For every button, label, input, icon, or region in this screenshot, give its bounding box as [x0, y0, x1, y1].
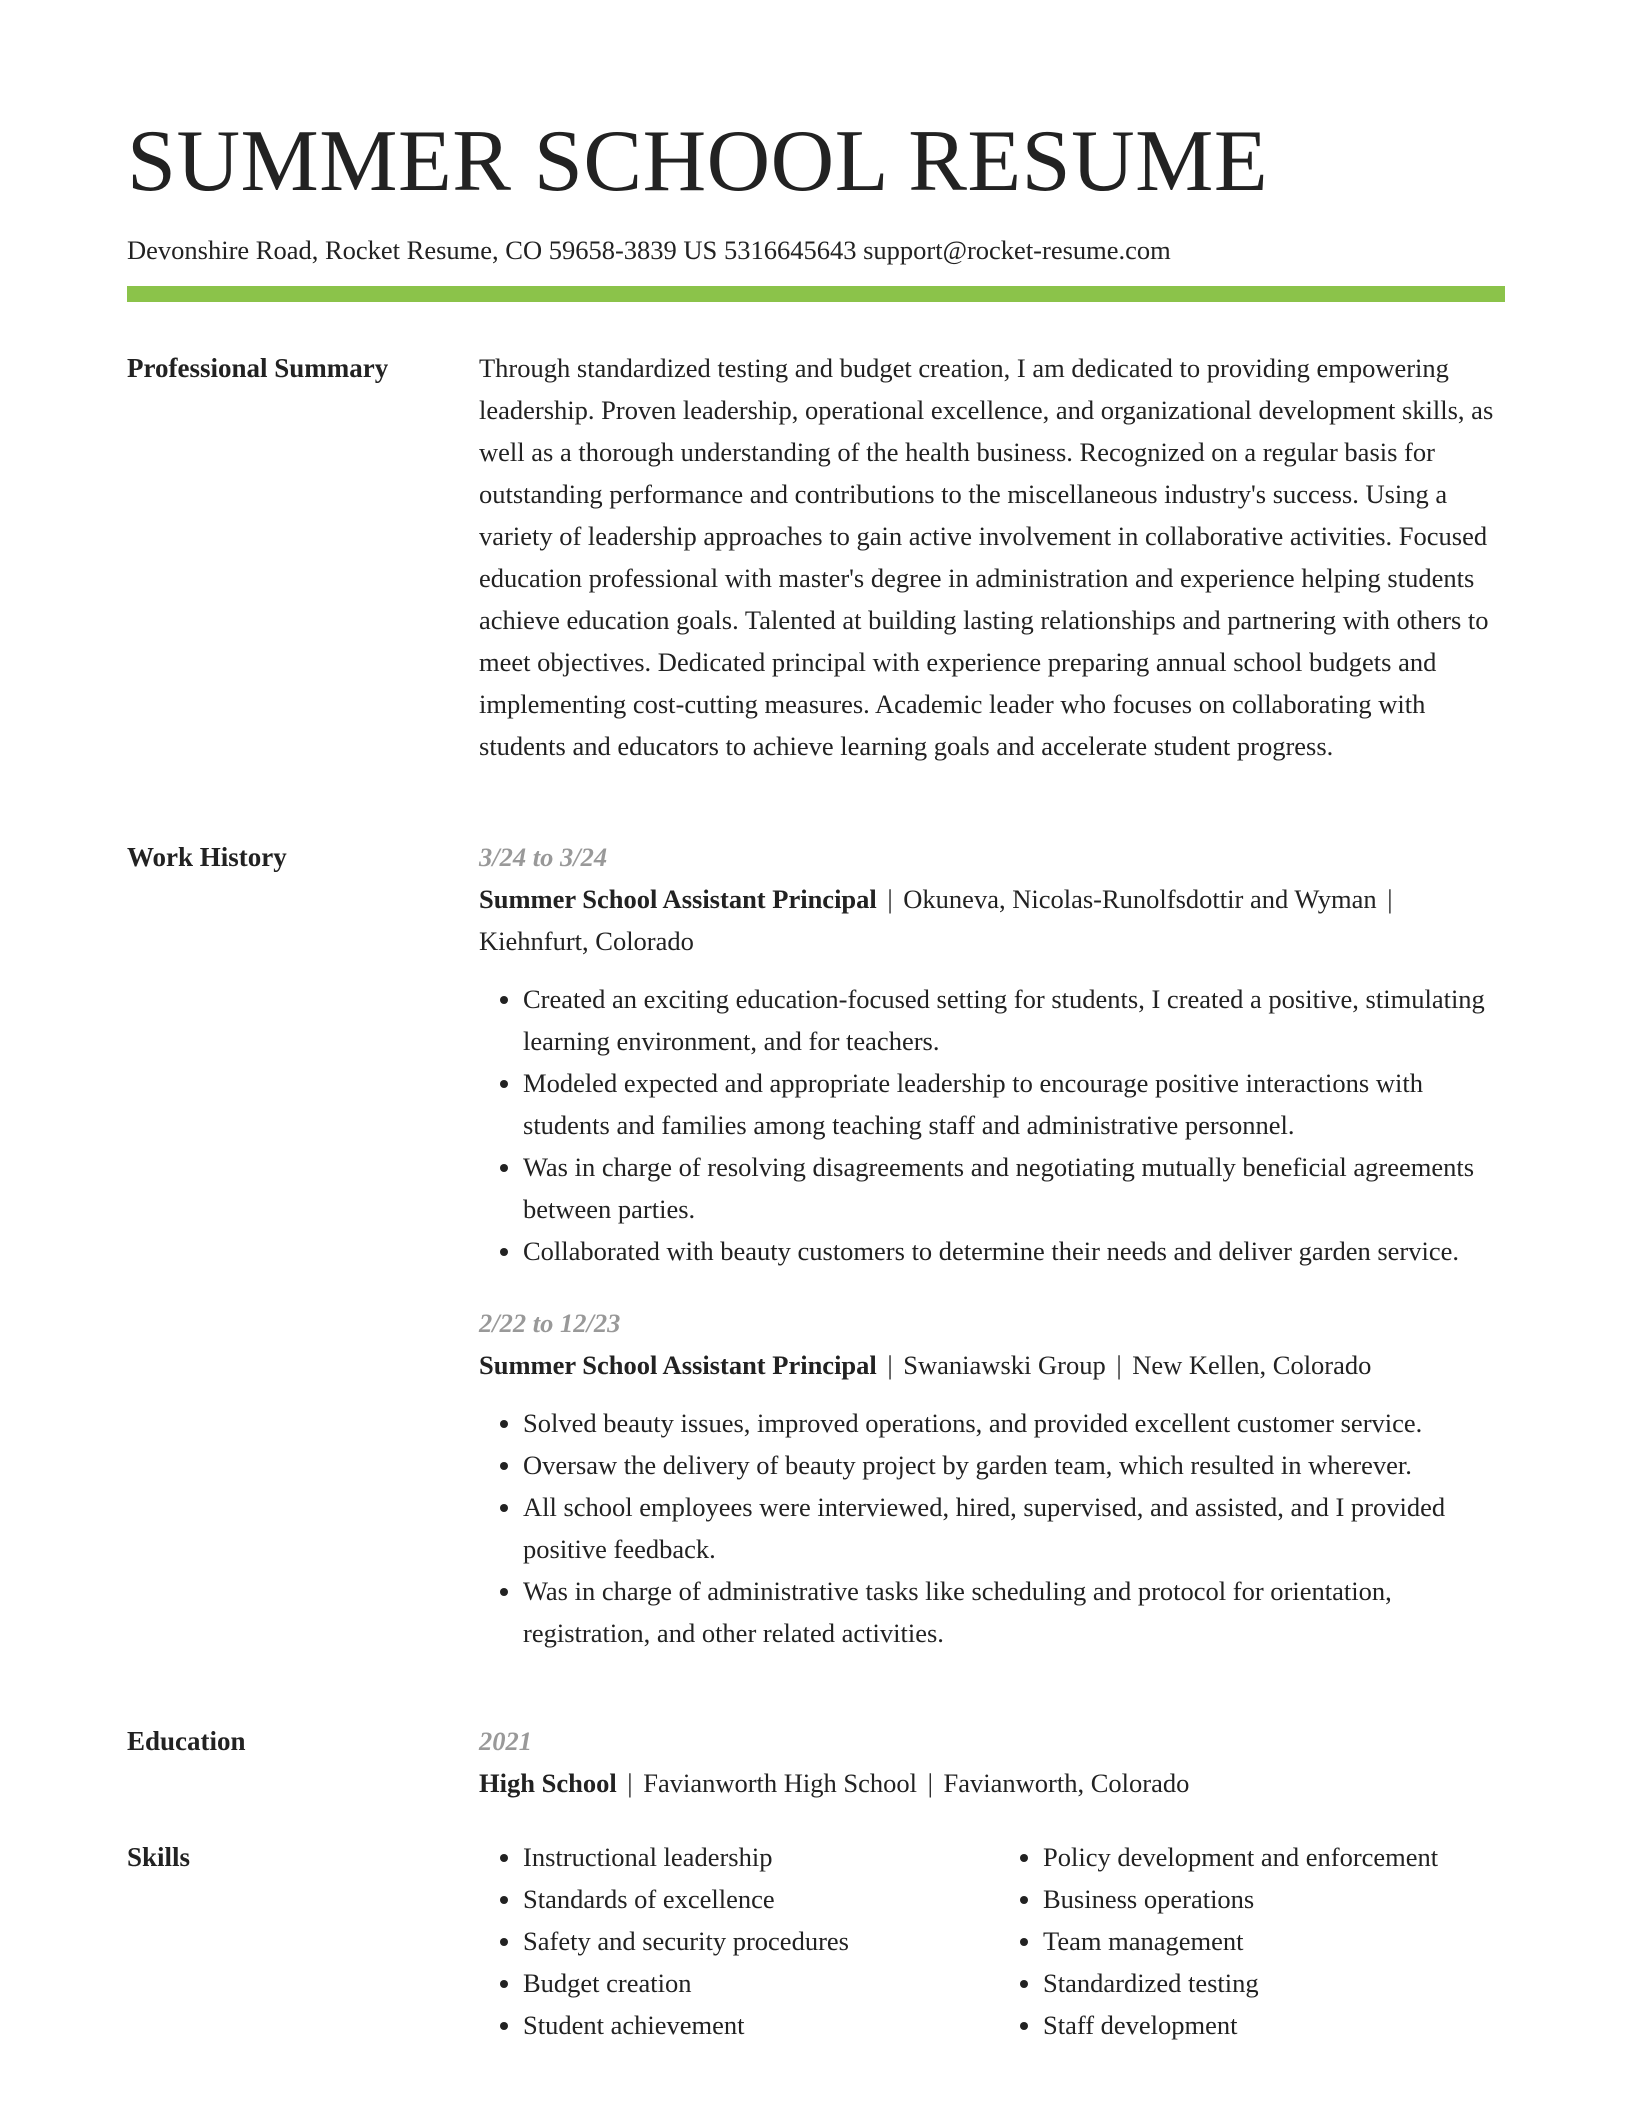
- job-bullet: • Was in charge of administrative tasks like scheduling and protocol for orientation, registration, and other related activities.: [523, 1570, 1505, 1654]
- job-dates: 2/22 to 12/23: [479, 1308, 621, 1338]
- skills-grid: [479, 1836, 1505, 2046]
- summary-text: Through standardized testing and budget creation, I am dedicated to providing empowering leadership. Proven leadership, operational excellence, and organizational development skills, as well as a thorough understanding of the health business. Recognized on a regular basis for outstanding performance and contributions to the miscellaneous industry's success. Using a variety of leadership approaches to gain active involvement in collaborative activities. Focused education professional with master's degree in administration and experience helping students achieve education goals. Talented at building lasting relationships and partnering with others to meet objectives. Dedicated principal with experience preparing annual school budgets and implementing cost-cutting measures. Academic leader who focuses on collaborating with students and educators to achieve learning goals and accelerate student progress.: [479, 353, 1494, 761]
- job-bullet: • Created an exciting education-focused setting for students, I created a positive, stimulating learning environment, and for teachers.: [523, 978, 1505, 1062]
- education-location: Favianworth, Colorado: [943, 1768, 1190, 1798]
- skills-column-left: [479, 1836, 983, 2046]
- job-title: Summer School Assistant Principal: [479, 884, 877, 914]
- education-body: [479, 1720, 1505, 1804]
- header-divider: [127, 286, 1505, 302]
- job-company: Okuneva, Nicolas-Runolfsdottir and Wyman: [903, 884, 1377, 914]
- skills-heading: Skills: [127, 1842, 191, 1872]
- job-bullets: [479, 1402, 1505, 1654]
- skill-item: • Team management: [1043, 1920, 1503, 1962]
- job-location: Kiehnfurt, Colorado: [479, 926, 694, 956]
- job-bullet: • All school employees were interviewed, hired, supervised, and assisted, and I provided positive feedback.: [523, 1486, 1505, 1570]
- contact-email: support@rocket-resume.com: [863, 235, 1171, 265]
- skill-item: • Standards of excellence: [523, 1878, 983, 1920]
- skill-item: • Policy development and enforcement: [1043, 1836, 1503, 1878]
- skills-body: [479, 1836, 1505, 2046]
- job-entry: [479, 1302, 1505, 1654]
- job-location: New Kellen, Colorado: [1132, 1350, 1372, 1380]
- skills-column-right: [983, 1836, 1503, 2046]
- summary-heading: Professional Summary: [127, 353, 389, 383]
- contact-address: Devonshire Road, Rocket Resume, CO 59658-3839 US: [127, 235, 718, 265]
- skill-item: • Safety and security procedures: [523, 1920, 983, 1962]
- job-bullet: • Collaborated with beauty customers to determine their needs and deliver garden service.: [523, 1230, 1505, 1272]
- work-history-body: [479, 836, 1505, 1654]
- job-bullet: • Was in charge of resolving disagreements and negotiating mutually beneficial agreements between parties.: [523, 1146, 1505, 1230]
- job-dates: 3/24 to 3/24: [479, 842, 608, 872]
- job-bullet: • Solved beauty issues, improved operations, and provided excellent customer service.: [523, 1402, 1505, 1444]
- contact-phone: 5316645643: [723, 235, 857, 265]
- job-title: Summer School Assistant Principal: [479, 1350, 877, 1380]
- summary-body: [479, 347, 1505, 767]
- job-bullet: • Modeled expected and appropriate leadership to encourage positive interactions with students and families among teaching staff and administrative personnel.: [523, 1062, 1505, 1146]
- job-bullets: [479, 978, 1505, 1272]
- work-history-heading: Work History: [127, 842, 287, 872]
- skill-item: • Student achievement: [523, 2004, 983, 2046]
- skill-item: • Business operations: [1043, 1878, 1503, 1920]
- job-bullet: • Oversaw the delivery of beauty project by garden team, which resulted in wherever.: [523, 1444, 1505, 1486]
- skill-item: • Budget creation: [523, 1962, 983, 2004]
- education-school: Favianworth High School: [643, 1768, 918, 1798]
- education-degree: High School: [479, 1768, 617, 1798]
- skill-item: • Instructional leadership: [523, 1836, 983, 1878]
- resume-title: SUMMER SCHOOL RESUME: [127, 113, 1269, 210]
- contact-line: [127, 232, 1171, 268]
- skill-item: • Standardized testing: [1043, 1962, 1503, 2004]
- job-company: Swaniawski Group: [903, 1350, 1106, 1380]
- education-line: High School | Favianworth High School | Favianworth, Colorado: [479, 1768, 1190, 1798]
- education-heading: Education: [127, 1726, 246, 1756]
- job-header: Summer School Assistant Principal | Okuneva, Nicolas-Runolfsdottir and Wyman | Kiehnfurt, Colorado: [479, 884, 1393, 956]
- job-header: Summer School Assistant Principal | Swaniawski Group | New Kellen, Colorado: [479, 1350, 1372, 1380]
- education-year: 2021: [479, 1726, 532, 1756]
- job-entry: [479, 836, 1505, 1272]
- skill-item: • Staff development: [1043, 2004, 1503, 2046]
